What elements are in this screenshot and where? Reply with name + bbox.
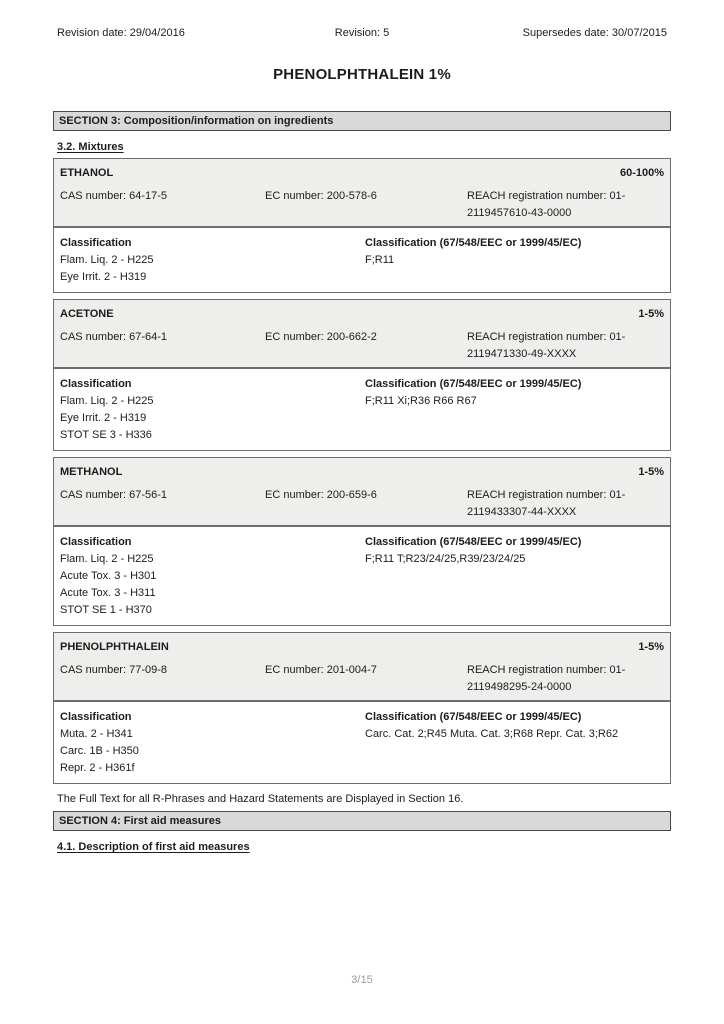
section-4-header: SECTION 4: First aid measures [53,811,671,831]
classification-dsd-label: Classification (67/548/EEC or 1999/45/EC) [365,536,582,548]
revision-number: Revision: 5 [334,27,390,39]
ingredient-name: PHENOLPHTHALEIN [60,641,169,653]
dsd-entry: F;R11 Xi;R36 R66 R67 [365,395,477,407]
ingredient-name: METHANOL [60,466,123,478]
section-3-header: SECTION 3: Composition/information on ingredients [53,111,671,131]
clp-entry: STOT SE 1 - H370 [60,604,152,616]
ec-number: EC number: 200-578-6 [265,190,377,202]
page-number: 3/15 [351,974,373,986]
clp-entry: Carc. 1B - H350 [60,745,139,757]
document-header [57,0,667,39]
ingredient-summary [53,299,671,368]
clp-entry: Flam. Liq. 2 - H225 [60,395,154,407]
classification-label: Classification [60,711,132,723]
clp-entry: Flam. Liq. 2 - H225 [60,553,154,565]
ingredient-classification [53,526,671,626]
clp-entry: Repr. 2 - H361f [60,762,135,774]
ingredient-percent: 60-100% [619,167,664,179]
page-title: PHENOLPHTHALEIN 1% [273,66,451,83]
ingredient-block-ethanol [53,158,671,293]
dsd-entry: Carc. Cat. 2;R45 Muta. Cat. 3;R68 Repr. Cat. 3;R62 [365,728,619,740]
clp-entry: Muta. 2 - H341 [60,728,133,740]
ingredient-block-methanol [53,457,671,626]
reach-number: REACH registration number: 01- 2119498295-24-0000 [467,664,626,693]
clp-entry: Acute Tox. 3 - H311 [60,587,156,599]
subsection-3-2-heading: 3.2. Mixtures [57,141,124,153]
ingredient-percent: 1-5% [638,308,664,320]
ingredient-name: ACETONE [60,308,114,320]
clp-entry: Flam. Liq. 2 - H225 [60,254,154,266]
ingredient-summary [53,158,671,227]
clp-entry: Acute Tox. 3 - H301 [60,570,157,582]
classification-label: Classification [60,378,132,390]
ingredient-name: ETHANOL [60,167,114,179]
classification-label: Classification [60,237,132,249]
clp-entry: STOT SE 3 - H336 [60,429,152,441]
clp-entry: Eye Irrit. 2 - H319 [60,271,147,283]
classification-dsd-label: Classification (67/548/EEC or 1999/45/EC) [365,378,582,390]
reach-number: REACH registration number: 01- 2119471330-49-XXXX [467,331,626,360]
ingredient-block-acetone [53,299,671,451]
revision-date: Revision date: 29/04/2016 [57,27,185,39]
reach-number: REACH registration number: 01- 2119457610-43-0000 [467,190,626,219]
dsd-entry: F;R11 T;R23/24/25,R39/23/24/25 [365,553,526,565]
ec-number: EC number: 200-662-2 [265,331,377,343]
supersedes-date: Supersedes date: 30/07/2015 [522,27,667,39]
ec-number: EC number: 201-004-7 [265,664,377,676]
cas-number: CAS number: 67-56-1 [60,489,167,501]
ingredient-classification [53,368,671,451]
classification-label: Classification [60,536,132,548]
cas-number: CAS number: 64-17-5 [60,190,167,202]
ingredient-classification [53,701,671,784]
ingredient-percent: 1-5% [638,641,664,653]
ingredient-summary [53,457,671,526]
subsection-4-1-heading: 4.1. Description of first aid measures [57,841,250,853]
full-text-note: The Full Text for all R-Phrases and Hazard Statements are Displayed in Section 16. [57,793,464,805]
ingredient-summary [53,632,671,701]
reach-number: REACH registration number: 01- 2119433307-44-XXXX [467,489,626,518]
cas-number: CAS number: 67-64-1 [60,331,167,343]
dsd-entry: F;R11 [365,254,395,266]
cas-number: CAS number: 77-09-8 [60,664,167,676]
clp-entry: Eye Irrit. 2 - H319 [60,412,147,424]
ingredient-classification [53,227,671,293]
classification-dsd-label: Classification (67/548/EEC or 1999/45/EC) [365,711,582,723]
ingredient-block-phenolphthalein [53,632,671,784]
classification-dsd-label: Classification (67/548/EEC or 1999/45/EC) [365,237,582,249]
ec-number: EC number: 200-659-6 [265,489,377,501]
ingredient-percent: 1-5% [638,466,664,478]
